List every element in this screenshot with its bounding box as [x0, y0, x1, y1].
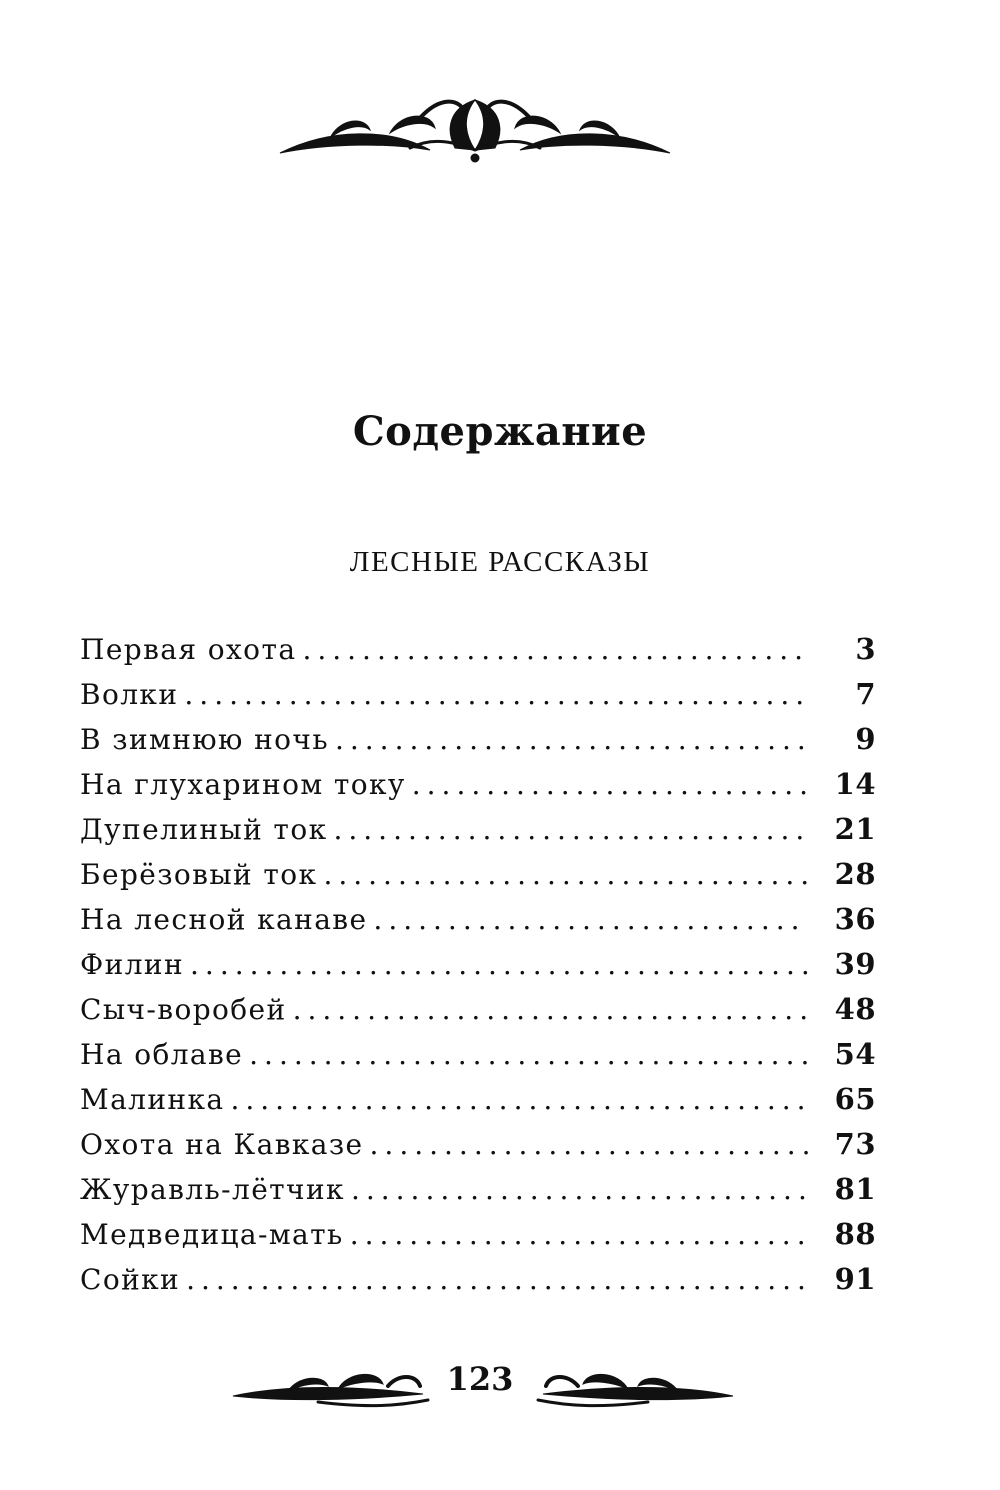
- page-number: 123: [446, 1360, 514, 1398]
- toc-entry-page: 3: [855, 632, 876, 666]
- toc-entry-title: На глухарином току: [80, 768, 406, 801]
- toc-leader-dots: [373, 903, 808, 936]
- toc-entry-page: 7: [855, 677, 876, 711]
- toc-leader-dots: [302, 633, 808, 666]
- toc-leader-dots: [370, 1128, 808, 1161]
- toc-entry-page: 48: [834, 992, 876, 1026]
- toc-leader-dots: [230, 1083, 808, 1116]
- toc-entry-page: 36: [834, 902, 876, 936]
- toc-entry-page: 54: [834, 1037, 876, 1071]
- toc-entry-page: 91: [834, 1262, 876, 1296]
- toc-entry: [80, 1217, 876, 1262]
- toc-entry: [80, 1037, 876, 1082]
- toc-leader-dots: [351, 1173, 808, 1206]
- toc-entry-page: 14: [834, 767, 876, 801]
- toc-entry-page: 65: [834, 1082, 876, 1116]
- toc-entry-title: Филин: [80, 948, 185, 981]
- toc-entry-title: Дупелиный ток: [80, 813, 328, 846]
- toc-entry: [80, 992, 876, 1037]
- toc-leader-dots: [190, 948, 808, 981]
- toc-entry-title: Сыч-воробей: [80, 993, 287, 1026]
- section-title: ЛЕСНЫЕ РАССКАЗЫ: [349, 546, 651, 578]
- toc-entry-page: 21: [834, 812, 876, 846]
- toc-entry-page: 9: [855, 722, 876, 756]
- toc-entry: [80, 947, 876, 992]
- top-ornament-icon: [270, 88, 680, 168]
- toc-leader-dots: [186, 1263, 808, 1296]
- toc-entry-title: Первая охота: [80, 633, 297, 666]
- toc-leader-dots: [184, 678, 808, 711]
- toc-leader-dots: [350, 1218, 808, 1251]
- toc-entry: [80, 902, 876, 947]
- toc-entry: [80, 722, 876, 767]
- toc-entry-title: Журавль-лётчик: [80, 1173, 345, 1206]
- toc-entry-title: Малинка: [80, 1083, 225, 1116]
- toc-entry: [80, 1172, 876, 1217]
- toc-entry-title: Берёзовый ток: [80, 858, 318, 891]
- table-of-contents: [80, 632, 876, 1307]
- toc-leader-dots: [333, 813, 808, 846]
- toc-entry-title: Сойки: [80, 1263, 181, 1296]
- toc-entry: [80, 677, 876, 722]
- toc-entry-title: На лесной канаве: [80, 903, 368, 936]
- page-title: Содержание: [352, 408, 648, 455]
- toc-leader-dots: [293, 993, 808, 1026]
- toc-entry-title: Медведица-мать: [80, 1218, 344, 1251]
- toc-entry-page: 28: [834, 857, 876, 891]
- toc-entry: [80, 632, 876, 677]
- toc-leader-dots: [249, 1038, 808, 1071]
- toc-leader-dots: [335, 723, 808, 756]
- toc-entry-page: 81: [834, 1172, 876, 1206]
- toc-entry: [80, 857, 876, 902]
- toc-entry-title: В зимнюю ночь: [80, 723, 329, 756]
- toc-entry-page: 73: [834, 1127, 876, 1161]
- toc-entry: [80, 767, 876, 812]
- toc-entry: [80, 812, 876, 857]
- toc-entry-title: Волки: [80, 678, 179, 711]
- toc-entry: [80, 1262, 876, 1307]
- toc-entry: [80, 1082, 876, 1127]
- toc-leader-dots: [412, 768, 808, 801]
- toc-entry-page: 88: [834, 1217, 876, 1251]
- toc-entry-title: Охота на Кавказе: [80, 1128, 364, 1161]
- toc-leader-dots: [323, 858, 808, 891]
- toc-entry-title: На облаве: [80, 1038, 244, 1071]
- toc-entry: [80, 1127, 876, 1172]
- toc-entry-page: 39: [834, 947, 876, 981]
